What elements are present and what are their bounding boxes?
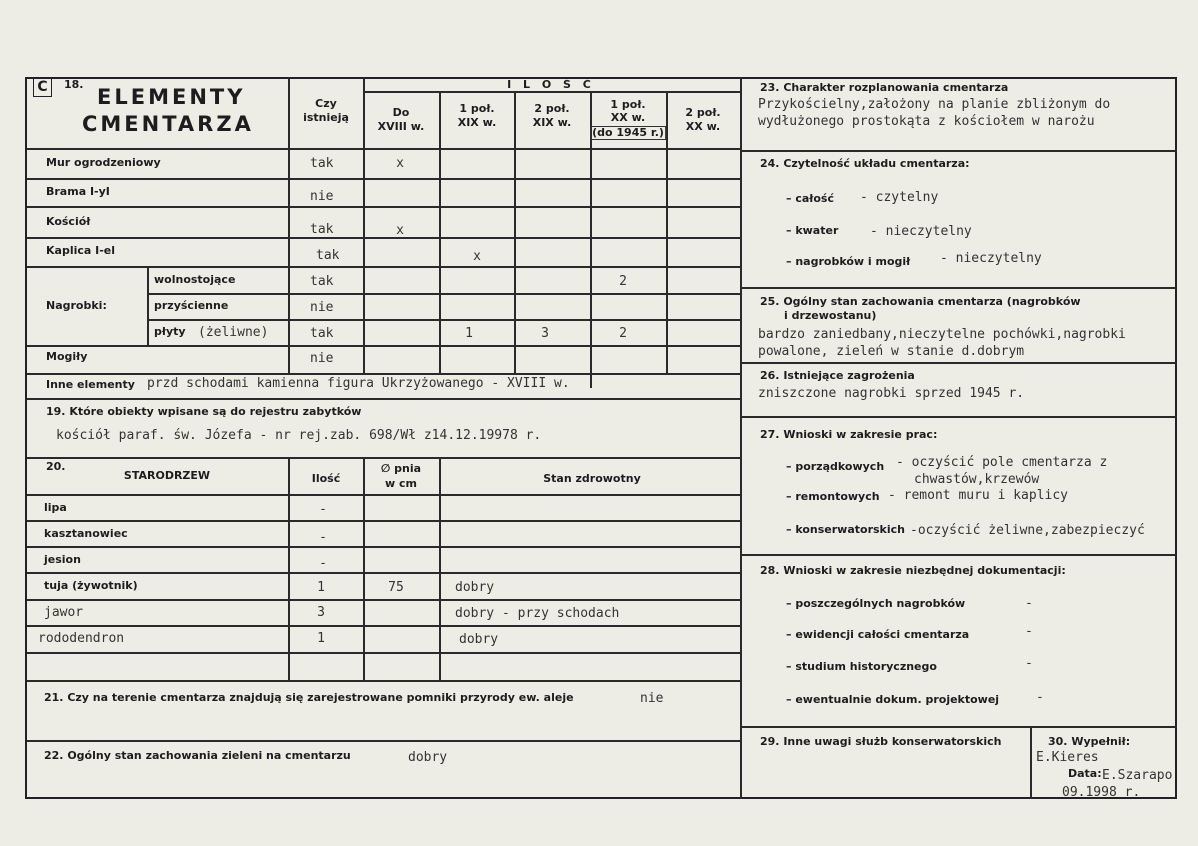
q27-value-2: chwastów,krzewów	[914, 472, 1040, 487]
divider	[27, 266, 740, 268]
col-exists-2: istnieją	[303, 111, 349, 124]
tree-health: dobry	[455, 580, 495, 595]
tree-name: lipa	[44, 501, 67, 514]
exists-value: tak	[310, 222, 334, 237]
q19-value: kościół paraf. św. Józefa - nr rej.zab. 698/Wł z14.12.19978 r.	[56, 428, 542, 443]
period-a: 1 poł.	[610, 98, 646, 111]
divider	[363, 77, 365, 373]
element-label-suffix: (żeliwne)	[198, 325, 269, 340]
divider	[27, 206, 740, 208]
q24-value: - nieczytelny	[940, 251, 1042, 266]
tree-name: jesion	[44, 553, 81, 566]
q27-item: – porządkowych	[786, 460, 885, 473]
q26-value: zniszczone nagrobki sprzed 1945 r.	[758, 386, 1025, 401]
divider	[666, 91, 668, 373]
period-b: XVIII w.	[377, 120, 425, 133]
other-elements-label: Inne elementy	[46, 378, 135, 391]
divider	[740, 554, 1177, 556]
divider	[27, 398, 740, 400]
exists-value: nie	[310, 189, 334, 204]
divider	[740, 287, 1177, 289]
col-count: Ilość	[311, 472, 341, 485]
q24-item: – kwater	[786, 224, 839, 237]
exists-value: nie	[310, 351, 334, 366]
divider	[27, 680, 740, 682]
period-a: 2 poł.	[685, 106, 721, 119]
divider	[27, 599, 740, 601]
divider	[27, 546, 740, 548]
period-b: XX w.	[685, 120, 721, 133]
element-label: Kościół	[46, 215, 91, 228]
divider	[27, 178, 740, 180]
period-value: x	[473, 249, 481, 264]
element-label: przyścienne	[154, 299, 229, 312]
q28-item: – poszczególnych nagrobków	[786, 597, 966, 610]
q27-item: – remontowych	[786, 490, 880, 503]
period-c: (do 1945 r.)	[592, 126, 664, 139]
period-value: x	[396, 223, 404, 238]
tree-count: 3	[317, 605, 325, 620]
divider	[147, 319, 740, 321]
exists-value: tak	[310, 274, 334, 289]
q28-item: – studium historycznego	[786, 660, 937, 673]
period-a: Do	[392, 106, 410, 119]
divider	[288, 457, 290, 680]
period-a: 2 poł.	[534, 102, 570, 115]
exists-value: tak	[316, 248, 340, 263]
divider	[1030, 726, 1032, 799]
date-label: Data:	[1068, 767, 1102, 780]
q24-item: – całość	[786, 192, 834, 205]
tree-count: -	[319, 502, 327, 517]
divider	[27, 652, 740, 654]
q21-label: 21. Czy na terenie cmentarza znajdują się zarejestrowane pomniki przyrody ew. aleje	[44, 691, 574, 704]
divider	[147, 266, 149, 345]
divider	[439, 457, 441, 680]
section-number: 18.	[64, 78, 84, 91]
divider	[439, 91, 441, 373]
q27-value: - remont muru i kaplicy	[888, 488, 1069, 503]
divider	[363, 457, 365, 680]
q28-item: – ewidencji całości cmentarza	[786, 628, 970, 641]
divider	[514, 91, 516, 373]
col-health: Stan zdrowotny	[543, 472, 641, 485]
date-value: 09.1998 r.	[1062, 785, 1141, 800]
tree-count: -	[319, 556, 327, 571]
divider	[740, 150, 1177, 152]
q25-label-1: 25. Ogólny stan zachowania cmentarza (nagrobków	[760, 295, 1081, 308]
element-label: Mur ogrodzeniowy	[46, 156, 161, 169]
q27-value: - oczyścić pole cmentarza z	[896, 455, 1108, 470]
q27-label: 27. Wnioski w zakresie prac:	[760, 428, 938, 441]
period-value: 2	[619, 274, 627, 289]
q24-value: - czytelny	[860, 190, 939, 205]
exists-value: tak	[310, 156, 334, 171]
q30-label: 30. Wypełnił:	[1048, 735, 1131, 748]
q25-label-2: i drzewostanu)	[784, 309, 877, 322]
col-exists-1: Czy	[315, 97, 337, 110]
divider	[27, 148, 740, 150]
divider	[740, 362, 1177, 364]
element-label: wolnostojące	[154, 273, 236, 286]
element-label: Kaplica I-el	[46, 244, 116, 257]
divider	[740, 77, 742, 799]
period-b: XIX w.	[457, 116, 497, 129]
period-value: x	[396, 156, 404, 171]
divider	[740, 416, 1177, 418]
q20-title: STARODRZEW	[123, 469, 211, 482]
nagrobki-label: Nagrobki:	[46, 299, 107, 312]
col-diameter-1: ∅ pnia	[380, 462, 422, 475]
q22-value: dobry	[408, 750, 448, 765]
period-value: 1	[465, 326, 473, 341]
divider	[288, 77, 290, 373]
tree-diameter: 75	[388, 580, 404, 595]
period-b: XX w.	[610, 111, 646, 124]
q27-item: – konserwatorskich	[786, 523, 905, 536]
divider	[27, 457, 740, 459]
q23-line-2: wydłużonego prostokąta z kościołem w narożu	[758, 114, 1095, 129]
divider	[27, 520, 740, 522]
title-line-2: CMENTARZA	[82, 112, 254, 136]
section-letter: C	[33, 78, 52, 97]
divider	[27, 373, 740, 375]
q28-item: – ewentualnie dokum. projektowej	[786, 693, 1000, 706]
period-value: 2	[619, 326, 627, 341]
divider	[740, 726, 1177, 728]
divider	[27, 740, 740, 742]
period-value: 3	[541, 326, 549, 341]
divider	[27, 237, 740, 239]
q19-label: 19. Które obiekty wpisane są do rejestru zabytków	[46, 405, 362, 418]
tree-health: dobry - przy schodach	[455, 606, 620, 621]
q24-item: – nagrobków i mogił	[786, 255, 911, 268]
q28-label: 28. Wnioski w zakresie niezbędnej dokumentacji:	[760, 564, 1066, 577]
exists-value: tak	[310, 326, 334, 341]
element-label: płyty	[154, 325, 186, 338]
exists-value: nie	[310, 300, 334, 315]
q28-value: -	[1025, 656, 1033, 671]
q23-line-1: Przykościelny,założony na planie zbliżonym do	[758, 97, 1111, 112]
divider	[363, 91, 740, 93]
divider	[27, 345, 740, 347]
tree-name: tuja (żywotnik)	[44, 579, 138, 592]
divider	[27, 625, 740, 627]
q28-value: -	[1036, 690, 1044, 705]
q25-line-2: powalone, zieleń w stanie d.dobrym	[758, 344, 1025, 359]
tree-count: -	[319, 530, 327, 545]
q24-label: 24. Czytelność układu cmentarza:	[760, 157, 970, 170]
q28-value: -	[1025, 596, 1033, 611]
divider	[27, 494, 740, 496]
q21-value: nie	[640, 691, 664, 706]
tree-name: jawor	[44, 605, 84, 620]
tree-count: 1	[317, 631, 325, 646]
q26-label: 26. Istniejące zagrożenia	[760, 369, 915, 382]
element-label: Brama I-yI	[46, 185, 110, 198]
q24-value: - nieczytelny	[870, 224, 972, 239]
col-quantity: I L O Ś Ć	[507, 78, 595, 91]
date-name: E.Szarapo	[1102, 768, 1173, 783]
q20-number: 20.	[46, 460, 66, 473]
tree-name: kasztanowiec	[44, 527, 128, 540]
q22-label: 22. Ogólny stan zachowania zieleni na cmentarzu	[44, 749, 351, 762]
title-line-1: ELEMENTY	[97, 85, 246, 109]
tree-health: dobry	[459, 632, 499, 647]
other-elements-value: przd schodami kamienna figura Ukrzyżowanego - XVIII w.	[147, 376, 570, 391]
tree-name: rododendron	[38, 631, 125, 646]
q25-line-1: bardzo zaniedbany,nieczytelne pochówki,nagrobki	[758, 327, 1126, 342]
divider	[147, 293, 740, 295]
divider	[27, 572, 740, 574]
q29-label: 29. Inne uwagi służb konserwatorskich	[760, 735, 1002, 748]
q23-label: 23. Charakter rozplanowania cmentarza	[760, 81, 1009, 94]
period-a: 1 poł.	[459, 102, 495, 115]
q28-value: -	[1025, 624, 1033, 639]
period-b: XIX w.	[532, 116, 572, 129]
col-diameter-2: w cm	[385, 477, 417, 490]
q27-value: -oczyścić żeliwne,zabezpieczyć	[910, 523, 1145, 538]
tree-count: 1	[317, 580, 325, 595]
filled-by-name: E.Kieres	[1036, 750, 1099, 765]
element-label: Mogiły	[46, 350, 88, 363]
